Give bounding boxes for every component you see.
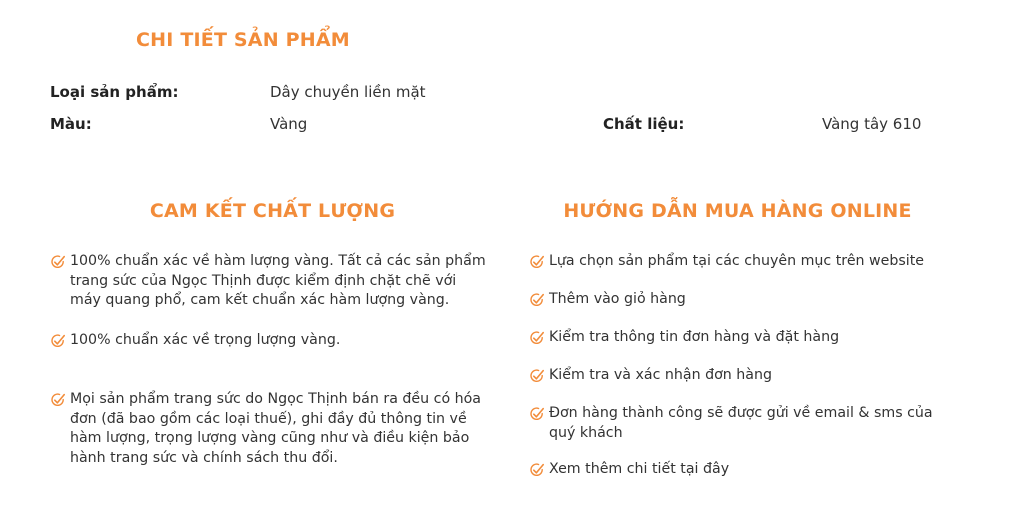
check-circle-icon — [529, 462, 545, 478]
check-circle-icon — [529, 330, 545, 346]
product-type-value: Dây chuyền liền mặt — [270, 83, 426, 101]
list-item — [50, 331, 490, 351]
list-item-text: 100% chuẩn xác về trọng lượng vàng. — [70, 332, 341, 348]
list-item-text: Kiểm tra và xác nhận đơn hàng — [549, 367, 772, 383]
list-item — [529, 366, 949, 386]
see-more-link[interactable] — [529, 460, 949, 480]
purchase-guide-title: HƯỚNG DẪN MUA HÀNG ONLINE — [563, 200, 912, 222]
list-item — [50, 252, 490, 311]
check-circle-icon — [50, 333, 66, 349]
color-label: Màu: — [50, 115, 92, 133]
list-item-text[interactable]: Xem thêm chi tiết tại đây — [549, 461, 730, 477]
check-circle-icon — [529, 292, 545, 308]
list-item-text: 100% chuẩn xác về hàm lượng vàng. Tất cả các sản phẩm trang sức của Ngọc Thịnh được kiểm định chặt chẽ với máy quang phổ, cam kết chuẩn xác hàm lượng vàng. — [70, 253, 486, 308]
list-item-text: Đơn hàng thành công sẽ được gửi về email & sms của quý khách — [549, 405, 933, 441]
check-circle-icon — [529, 254, 545, 270]
list-item-text: Thêm vào giỏ hàng — [549, 291, 686, 307]
check-circle-icon — [50, 392, 66, 408]
material-value: Vàng tây 610 — [822, 115, 922, 133]
list-item-text: Lựa chọn sản phẩm tại các chuyên mục trên website — [549, 253, 925, 269]
list-item — [529, 328, 949, 348]
product-details-title: CHI TIẾT SẢN PHẨM — [136, 29, 350, 51]
quality-commitment-title: CAM KẾT CHẤT LƯỢNG — [149, 200, 396, 222]
list-item — [50, 390, 490, 468]
list-item-text: Kiểm tra thông tin đơn hàng và đặt hàng — [549, 329, 840, 345]
material-label: Chất liệu: — [603, 115, 685, 133]
color-value: Vàng — [270, 115, 308, 133]
list-item-text: Mọi sản phẩm trang sức do Ngọc Thịnh bán ra đều có hóa đơn (đã bao gồm các loại thuế), ghi đầy đủ thông tin về hàm lượng, trọng lượng vàng cũng như và điều kiện bảo hành trang sức và chính sách thu đổi. — [70, 391, 482, 466]
list-item — [529, 290, 949, 310]
product-type-label: Loại sản phẩm: — [50, 83, 179, 101]
check-circle-icon — [50, 254, 66, 270]
check-circle-icon — [529, 406, 545, 422]
list-item — [529, 252, 949, 272]
check-circle-icon — [529, 368, 545, 384]
list-item — [529, 404, 949, 443]
